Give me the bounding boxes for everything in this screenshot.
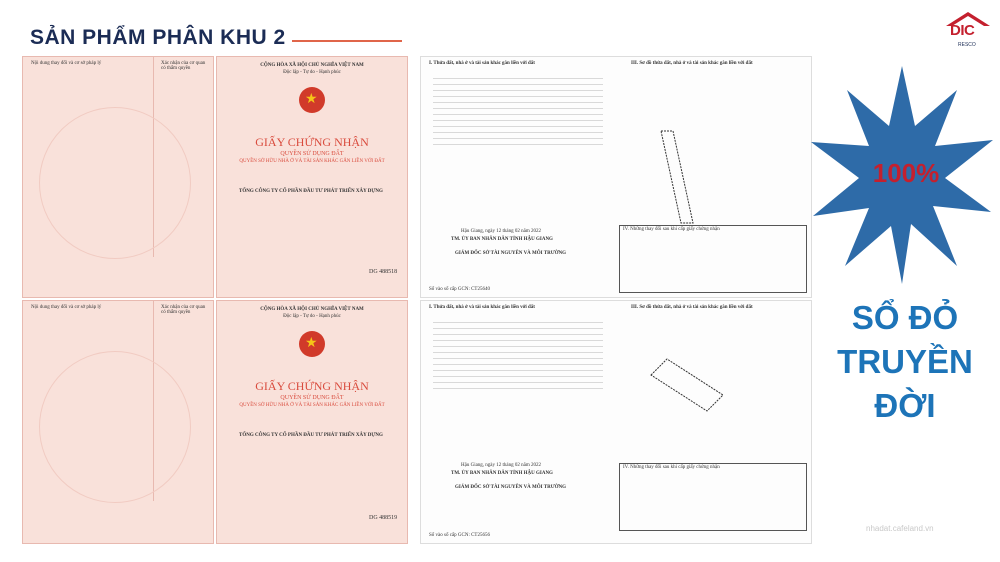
logo-subtext: RESCO	[958, 42, 976, 48]
certificate-subtitle2: QUYỀN SỞ HỮU NHÀ Ở VÀ TÀI SẢN KHÁC GẮN LIỀN VỚI ĐẤT	[239, 159, 385, 164]
certificate-subtitle1: QUYỀN SỬ DỤNG ĐẤT	[280, 151, 344, 157]
certificate-front-top	[216, 56, 408, 298]
certificate-front-bottom	[216, 300, 408, 544]
logo-text: DIC	[950, 22, 975, 39]
land-plot-diagram-icon	[657, 127, 697, 227]
certificate-col-left: Nội dung thay đổi và cơ sở pháp lý	[31, 305, 102, 310]
land-document-bottom	[420, 300, 812, 544]
certificate-title: GIẤY CHỨNG NHẬN	[255, 379, 369, 393]
certificate-nation: CỘNG HÒA XÃ HỘI CHỦ NGHĨA VIỆT NAM	[260, 63, 364, 68]
certificate-col-right: Xác nhận của cơ quan có thẩm quyền	[161, 305, 206, 315]
land-section1: I. Thửa đất, nhà ở và tài sản khác gắn liền với đất	[429, 61, 535, 66]
national-emblem-icon	[299, 87, 325, 113]
certificate-subtitle2: QUYỀN SỞ HỮU NHÀ Ở VÀ TÀI SẢN KHÁC GẮN LIỀN VỚI ĐẤT	[239, 403, 385, 408]
tagline-line2: TRUYỀN	[837, 343, 973, 380]
watermark: nhadat.cafeland.vn	[866, 524, 934, 533]
certificate-back-bottom	[22, 300, 214, 544]
certificate-motto: Độc lập - Tự do - Hạnh phúc	[283, 314, 341, 319]
certificate-nation: CỘNG HÒA XÃ HỘI CHỦ NGHĨA VIỆT NAM	[260, 307, 364, 312]
certificate-back-top	[22, 56, 214, 298]
land-authority: TM. ỦY BAN NHÂN DÂN TỈNH HẬU GIANG	[451, 237, 553, 242]
land-section3: III. Sơ đồ thửa đất, nhà ở và tài sản khác gắn liền với đất	[631, 305, 753, 310]
certificate-serial: DG 488519	[369, 515, 398, 521]
land-date: Hậu Giang, ngày 12 tháng 02 năm 2022	[461, 229, 541, 234]
tagline	[820, 296, 990, 428]
tagline-line3: ĐỜI	[874, 387, 936, 424]
land-number: Số vào sổ cấp GCN: CT25640	[429, 287, 490, 292]
land-section4: IV. Những thay đổi sau khi cấp giấy chứng nhận	[623, 227, 720, 232]
land-section4: IV. Những thay đổi sau khi cấp giấy chứng nhận	[623, 465, 720, 470]
certificate-owner: TỔNG CÔNG TY CỔ PHẦN ĐẦU TƯ PHÁT TRIỂN XÂY DỰNG	[239, 189, 383, 194]
land-authority: TM. ỦY BAN NHÂN DÂN TỈNH HẬU GIANG	[451, 471, 553, 476]
land-director: GIÁM ĐỐC SỞ TÀI NGUYÊN VÀ MÔI TRƯỜNG	[455, 485, 567, 490]
certificate-title: GIẤY CHỨNG NHẬN	[255, 135, 369, 149]
percent-text: 100%	[872, 158, 940, 188]
page-title: SẢN PHẨM PHÂN KHU 2	[30, 26, 286, 49]
title-underline	[292, 40, 402, 42]
national-emblem-icon	[299, 331, 325, 357]
certificate-col-right: Xác nhận của cơ quan có thẩm quyền	[161, 61, 206, 71]
land-section1: I. Thửa đất, nhà ở và tài sản khác gắn liền với đất	[429, 305, 535, 310]
land-document-top	[420, 56, 812, 298]
certificate-owner: TỔNG CÔNG TY CỔ PHẦN ĐẦU TƯ PHÁT TRIỂN XÂY DỰNG	[239, 433, 383, 438]
certificate-motto: Độc lập - Tự do - Hạnh phúc	[283, 70, 341, 75]
tagline-line1: SỔ ĐỎ	[851, 299, 959, 336]
land-date: Hậu Giang, ngày 12 tháng 02 năm 2022	[461, 463, 541, 468]
land-director: GIÁM ĐỐC SỞ TÀI NGUYÊN VÀ MÔI TRƯỜNG	[455, 251, 567, 256]
land-plot-diagram-icon	[647, 355, 727, 415]
land-number: Số vào sổ cấp GCN: CT25656	[429, 533, 490, 538]
land-section3: III. Sơ đồ thửa đất, nhà ở và tài sản khác gắn liền với đất	[631, 61, 753, 66]
certificate-col-left: Nội dung thay đổi và cơ sở pháp lý	[31, 61, 102, 66]
certificate-serial: DG 488518	[369, 269, 398, 275]
certificate-subtitle1: QUYỀN SỬ DỤNG ĐẤT	[280, 395, 344, 401]
